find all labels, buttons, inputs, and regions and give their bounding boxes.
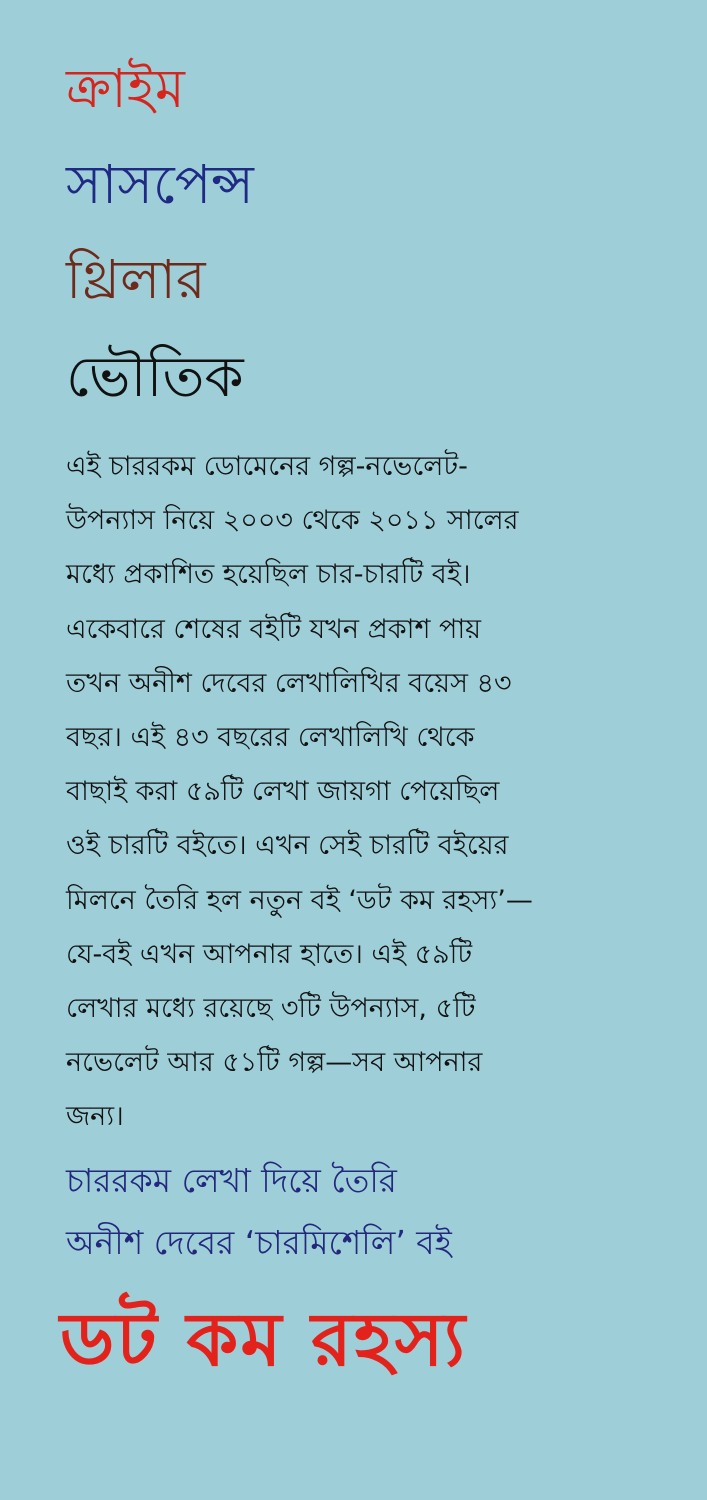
genre-crime: ক্রাইম	[66, 57, 185, 120]
tagline-line-2: অনীশ দেবের ‘চারমিশেলি’ বই	[66, 1223, 452, 1262]
description-line: যে-বই এখন আপনার হাতে। এই ৫৯টি	[66, 938, 473, 970]
description-line: ওই চারটি বইতে। এখন সেই চারটি বইয়ের	[66, 830, 509, 862]
description-line: বাছাই করা ৫৯টি লেখা জায়গা পেয়েছিল	[66, 776, 500, 808]
description-line: উপন্যাস নিয়ে ২০০৩ থেকে ২০১১ সালের	[66, 505, 519, 537]
book-title: ডট কম রহস্য	[60, 1297, 468, 1383]
tagline	[66, 1150, 452, 1274]
description-line: তখন অনীশ দেবের লেখালিখির বয়েস ৪৩	[66, 667, 512, 699]
description-paragraph	[66, 440, 686, 1145]
genre-thriller: থ্রিলার	[66, 248, 206, 311]
description-line: লেখার মধ্যে রয়েছে ৩টি উপন্যাস, ৫টি	[66, 993, 476, 1025]
tagline-line-1: চাররকম লেখা দিয়ে তৈরি	[66, 1161, 397, 1200]
genre-suspense: সাসপেন্স	[66, 153, 254, 216]
description-line: জন্য।	[66, 1101, 124, 1133]
description-line: এই চাররকম ডোমেনের গল্প-নভেলেট-	[66, 451, 468, 482]
description-line: একেবারে শেষের বইটি যখন প্রকাশ পায়	[66, 613, 482, 645]
description-line: নভেলেট আর ৫১টি গল্প—সব আপনার	[66, 1047, 483, 1079]
genre-horror: ভৌতিক	[66, 345, 244, 410]
description-line: বছর। এই ৪৩ বছরের লেখালিখি থেকে	[66, 722, 475, 754]
description-line: মধ্যে প্রকাশিত হয়েছিল চার-চারটি বই।	[66, 559, 471, 591]
description-line: মিলনে তৈরি হল নতুন বই ‘ডট কম রহস্য’—	[66, 884, 533, 916]
